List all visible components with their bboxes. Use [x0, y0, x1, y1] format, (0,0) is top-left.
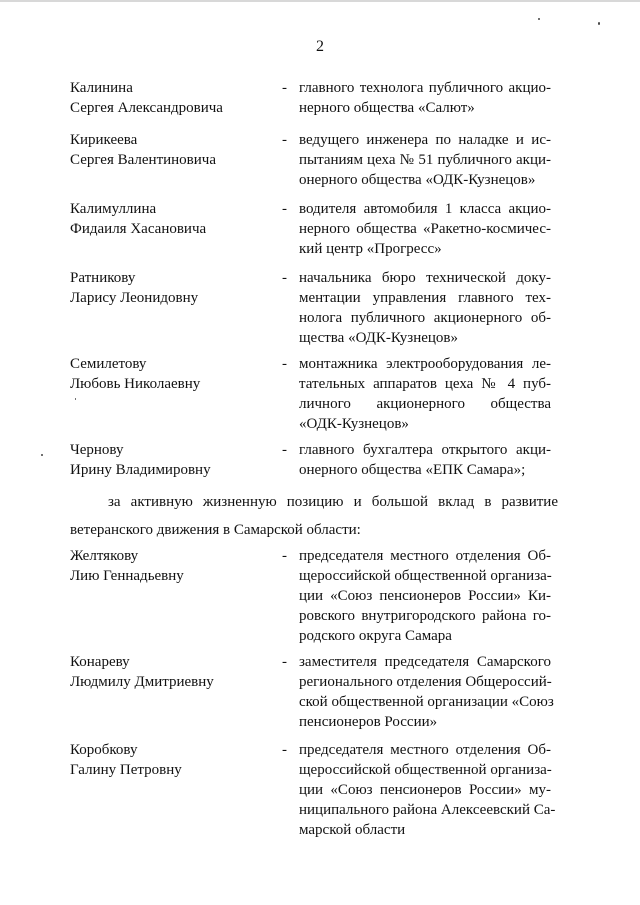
recipient-surname: Желтякову [70, 548, 139, 564]
recipient-position [299, 78, 551, 118]
position-line: ции «Союз пенсионеров России» му- [299, 782, 551, 798]
scan-speck [598, 22, 600, 25]
position-line: главного бухгалтера открытого акци- [299, 442, 551, 458]
recipient-name [70, 740, 270, 780]
position-line: щероссийской общественной организа- [299, 568, 552, 584]
recipient-surname: Чернову [70, 442, 124, 458]
position-line: регионального отделения Общероссий- [299, 674, 552, 690]
paragraph-line: ветеранского движения в Самарской области: [70, 522, 361, 538]
recipient-name [70, 268, 270, 308]
position-line: ментации управления главного тех- [299, 290, 551, 306]
recipient-position [299, 268, 551, 348]
recipient-surname: Калинина [70, 80, 133, 96]
recipient-surname: Семилетову [70, 356, 147, 372]
scan-speck [41, 454, 43, 456]
position-line: онерного общества «ЕПК Самара»; [299, 462, 526, 478]
position-line: ведущего инженера по наладке и ис- [299, 132, 551, 148]
recipient-name [70, 199, 270, 239]
entry-dash: - [282, 356, 287, 372]
position-line: личного акционерного общества [299, 396, 551, 412]
recipient-name [70, 78, 270, 118]
position-line: кий центр «Прогресс» [299, 241, 442, 257]
position-line: родского округа Самара [299, 628, 452, 644]
position-line: пенсионеров России» [299, 714, 438, 730]
award-reason-paragraph [70, 492, 558, 540]
recipient-given-names: Любовь Николаевну [70, 376, 201, 392]
recipient-position [299, 354, 551, 434]
position-line: марской области [299, 822, 406, 838]
recipient-position [299, 652, 554, 732]
position-line: нолога публичного акционерного об- [299, 310, 551, 326]
recipient-name [70, 130, 270, 170]
page-number: 2 [316, 38, 324, 55]
scan-speck [538, 18, 540, 20]
recipient-position [299, 130, 551, 190]
recipient-position [299, 546, 551, 646]
recipient-name [70, 546, 270, 586]
entry-dash: - [282, 548, 287, 564]
position-line: онерного общества «ОДК-Кузнецов» [299, 172, 536, 188]
recipient-name [70, 440, 270, 480]
recipient-given-names: Ирину Владимировну [70, 462, 211, 478]
entry-dash: - [282, 654, 287, 670]
position-line: главного технолога публичного акцио- [299, 80, 551, 96]
position-line: щероссийской общественной организа- [299, 762, 552, 778]
recipient-position [299, 199, 551, 259]
recipient-surname: Калимуллина [70, 201, 157, 217]
position-line: ровского внутригородского района го- [299, 608, 551, 624]
position-line: ции «Союз пенсионеров России» Ки- [299, 588, 551, 604]
position-line: водителя автомобиля 1 класса акцио- [299, 201, 551, 217]
recipient-surname: Кирикеева [70, 132, 138, 148]
recipient-given-names: Сергея Александровича [70, 100, 223, 116]
position-line: тательных аппаратов цеха № 4 пуб- [299, 376, 551, 392]
recipient-given-names: Сергея Валентиновича [70, 152, 216, 168]
scan-top-edge [0, 0, 640, 2]
recipient-position [299, 740, 556, 840]
recipient-position [299, 440, 551, 480]
position-line: щества «ОДК-Кузнецов» [299, 330, 459, 346]
recipient-given-names: Галину Петровну [70, 762, 182, 778]
entry-dash: - [282, 270, 287, 286]
position-line: монтажника электрооборудования ле- [299, 356, 551, 372]
position-line: нерного общества «Салют» [299, 100, 475, 116]
entry-dash: - [282, 201, 287, 217]
scan-speck [75, 398, 76, 400]
position-line: ской общественной организации «Союз [299, 694, 554, 710]
position-line: начальника бюро технической доку- [299, 270, 551, 286]
recipient-name [70, 354, 270, 394]
recipient-given-names: Лию Геннадьевну [70, 568, 184, 584]
position-line: пытаниям цеха № 51 публичного акци- [299, 152, 551, 168]
recipient-given-names: Фидаиля Хасановича [70, 221, 207, 237]
position-line: председателя местного отделения Об- [299, 742, 551, 758]
recipient-surname: Ратникову [70, 270, 136, 286]
position-line: «ОДК-Кузнецов» [299, 416, 409, 432]
position-line: ниципального района Алексеевский Са- [299, 802, 556, 818]
recipient-surname: Конареву [70, 654, 130, 670]
recipient-given-names: Людмилу Дмитриевну [70, 674, 214, 690]
entry-dash: - [282, 80, 287, 96]
entry-dash: - [282, 742, 287, 758]
entry-dash: - [282, 442, 287, 458]
position-line: заместителя председателя Самарского [299, 654, 551, 670]
recipient-given-names: Ларису Леонидовну [70, 290, 199, 306]
position-line: нерного общества «Ракетно-космичес- [299, 221, 551, 237]
entry-dash: - [282, 132, 287, 148]
position-line: председателя местного отделения Об- [299, 548, 551, 564]
recipient-name [70, 652, 270, 692]
paragraph-line: за активную жизненную позицию и большой вклад в развитие [108, 494, 558, 510]
recipient-surname: Коробкову [70, 742, 138, 758]
